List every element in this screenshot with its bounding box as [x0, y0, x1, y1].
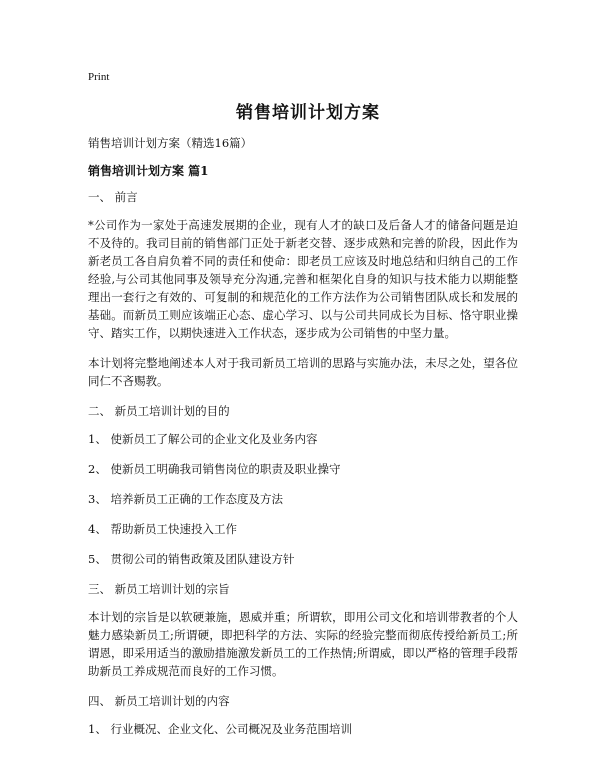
heading-purpose: 二、 新员工培训计划的目的: [88, 404, 230, 418]
paragraph-preface: *公司作为一家处于高速发展期的企业，现有人才的缺口及后备人才的储备问题是迫不及待的。我司目前的销售部门正处于新老交替、逐步成熟和完善的阶段，因此作为新老员工各自肩负着不同的责任和使命：即老员工应该及时地总结和归纳自己的工作经验,与公司其他同事及领导充分沟通,完善和框架化自身的知识与技术能力以期能整理出一套行之有效的、可复制的和规范化的工作方法作为公司销售团队成长和发展的基础。而新员工则应该端正心态、虚心学习、以与公司共同成长为目标、恪守职业操守、踏实工作，以期快速进入工作状态，逐步成为公司销售的中坚力量。: [88, 218, 518, 340]
print-label[interactable]: Print: [88, 71, 110, 83]
heading-principle: 三、 新员工培训计划的宗旨: [88, 582, 230, 596]
heading-content: 四、 新员工培训计划的内容: [88, 694, 230, 708]
list-item: 1、 行业概况、企业文化、公司概况及业务范围培训: [88, 722, 352, 736]
list-item: 3、 培养新员工正确的工作态度及方法: [88, 492, 283, 506]
list-item: 5、 贯彻公司的销售政策及团队建设方针: [88, 552, 295, 566]
document-subtitle: 销售培训计划方案（精选16篇）: [88, 136, 253, 150]
list-item: 4、 帮助新员工快速投入工作: [88, 522, 237, 536]
section-title: 销售培训计划方案 篇1: [88, 164, 209, 178]
paragraph-plan-intro: 本计划将完整地阐述本人对于我司新员工培训的思路与实施办法，未尽之处，望各位同仁不吝赐教。: [88, 356, 518, 388]
heading-preface: 一、 前言: [88, 190, 138, 204]
list-item: 1、 使新员工了解公司的企业文化及业务内容: [88, 432, 318, 446]
paragraph-principle: 本计划的宗旨是以软硬兼施，恩威并重；所谓软，即用公司文化和培训带教者的个人魅力感染新员工;所谓硬，即把科学的方法、实际的经验完整而彻底传授给新员工;所谓恩，即采用适当的激励措施激发新员工的工作热情;所谓威，即以严格的管理手段帮助新员工养成规范而良好的工作习惯。: [88, 610, 518, 678]
document-body: [88, 134, 518, 750]
document-title: 销售培训计划方案: [236, 103, 380, 123]
list-item: 2、 使新员工明确我司销售岗位的职责及职业操守: [88, 462, 341, 476]
